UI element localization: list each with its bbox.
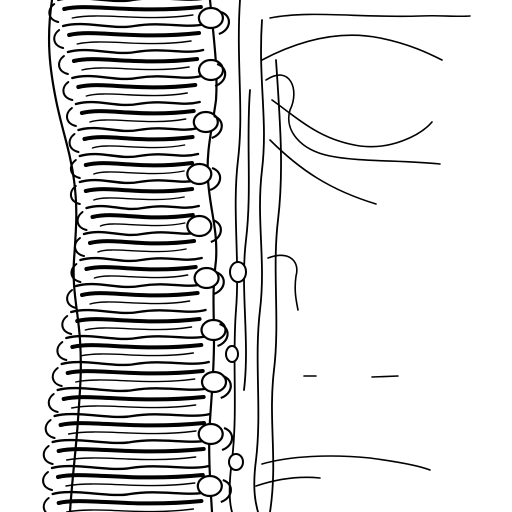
vertebra-shade <box>64 7 201 9</box>
articular-process <box>187 216 211 236</box>
ganglion-2 <box>226 346 238 362</box>
ganglion-1 <box>230 262 246 282</box>
articular-process <box>199 8 223 28</box>
vertebra-shade <box>64 397 204 399</box>
vertebra-shade <box>59 501 202 503</box>
articular-process <box>202 320 226 340</box>
vertebra-shade <box>82 293 198 295</box>
vertebra-shade <box>86 163 192 165</box>
vertebra-shade <box>58 475 203 477</box>
articular-process <box>199 60 223 80</box>
vertebra-shade <box>69 33 199 35</box>
vertebra-shade <box>74 59 197 61</box>
vertebra-shade <box>61 423 204 425</box>
articular-process <box>187 164 211 184</box>
vertebra-shade <box>59 449 204 451</box>
articular-process <box>198 476 222 496</box>
vertebra-shade <box>77 319 199 321</box>
vertebra-shade <box>68 371 203 373</box>
vertebra-shade <box>82 111 194 113</box>
articular-process <box>194 112 218 132</box>
vertebra-shade <box>72 345 201 347</box>
vertebra-shade <box>90 241 194 243</box>
articular-process <box>202 372 226 392</box>
vertebra-shade <box>93 215 193 217</box>
nerve-dash-2 <box>372 376 398 377</box>
vertebra-shade <box>84 137 192 139</box>
vertebra-shade <box>86 189 192 191</box>
articular-process <box>195 268 219 288</box>
vertebra-shade <box>78 85 195 87</box>
vertebra-shade <box>86 267 195 269</box>
ganglion-3 <box>229 454 243 470</box>
articular-process <box>199 424 223 444</box>
